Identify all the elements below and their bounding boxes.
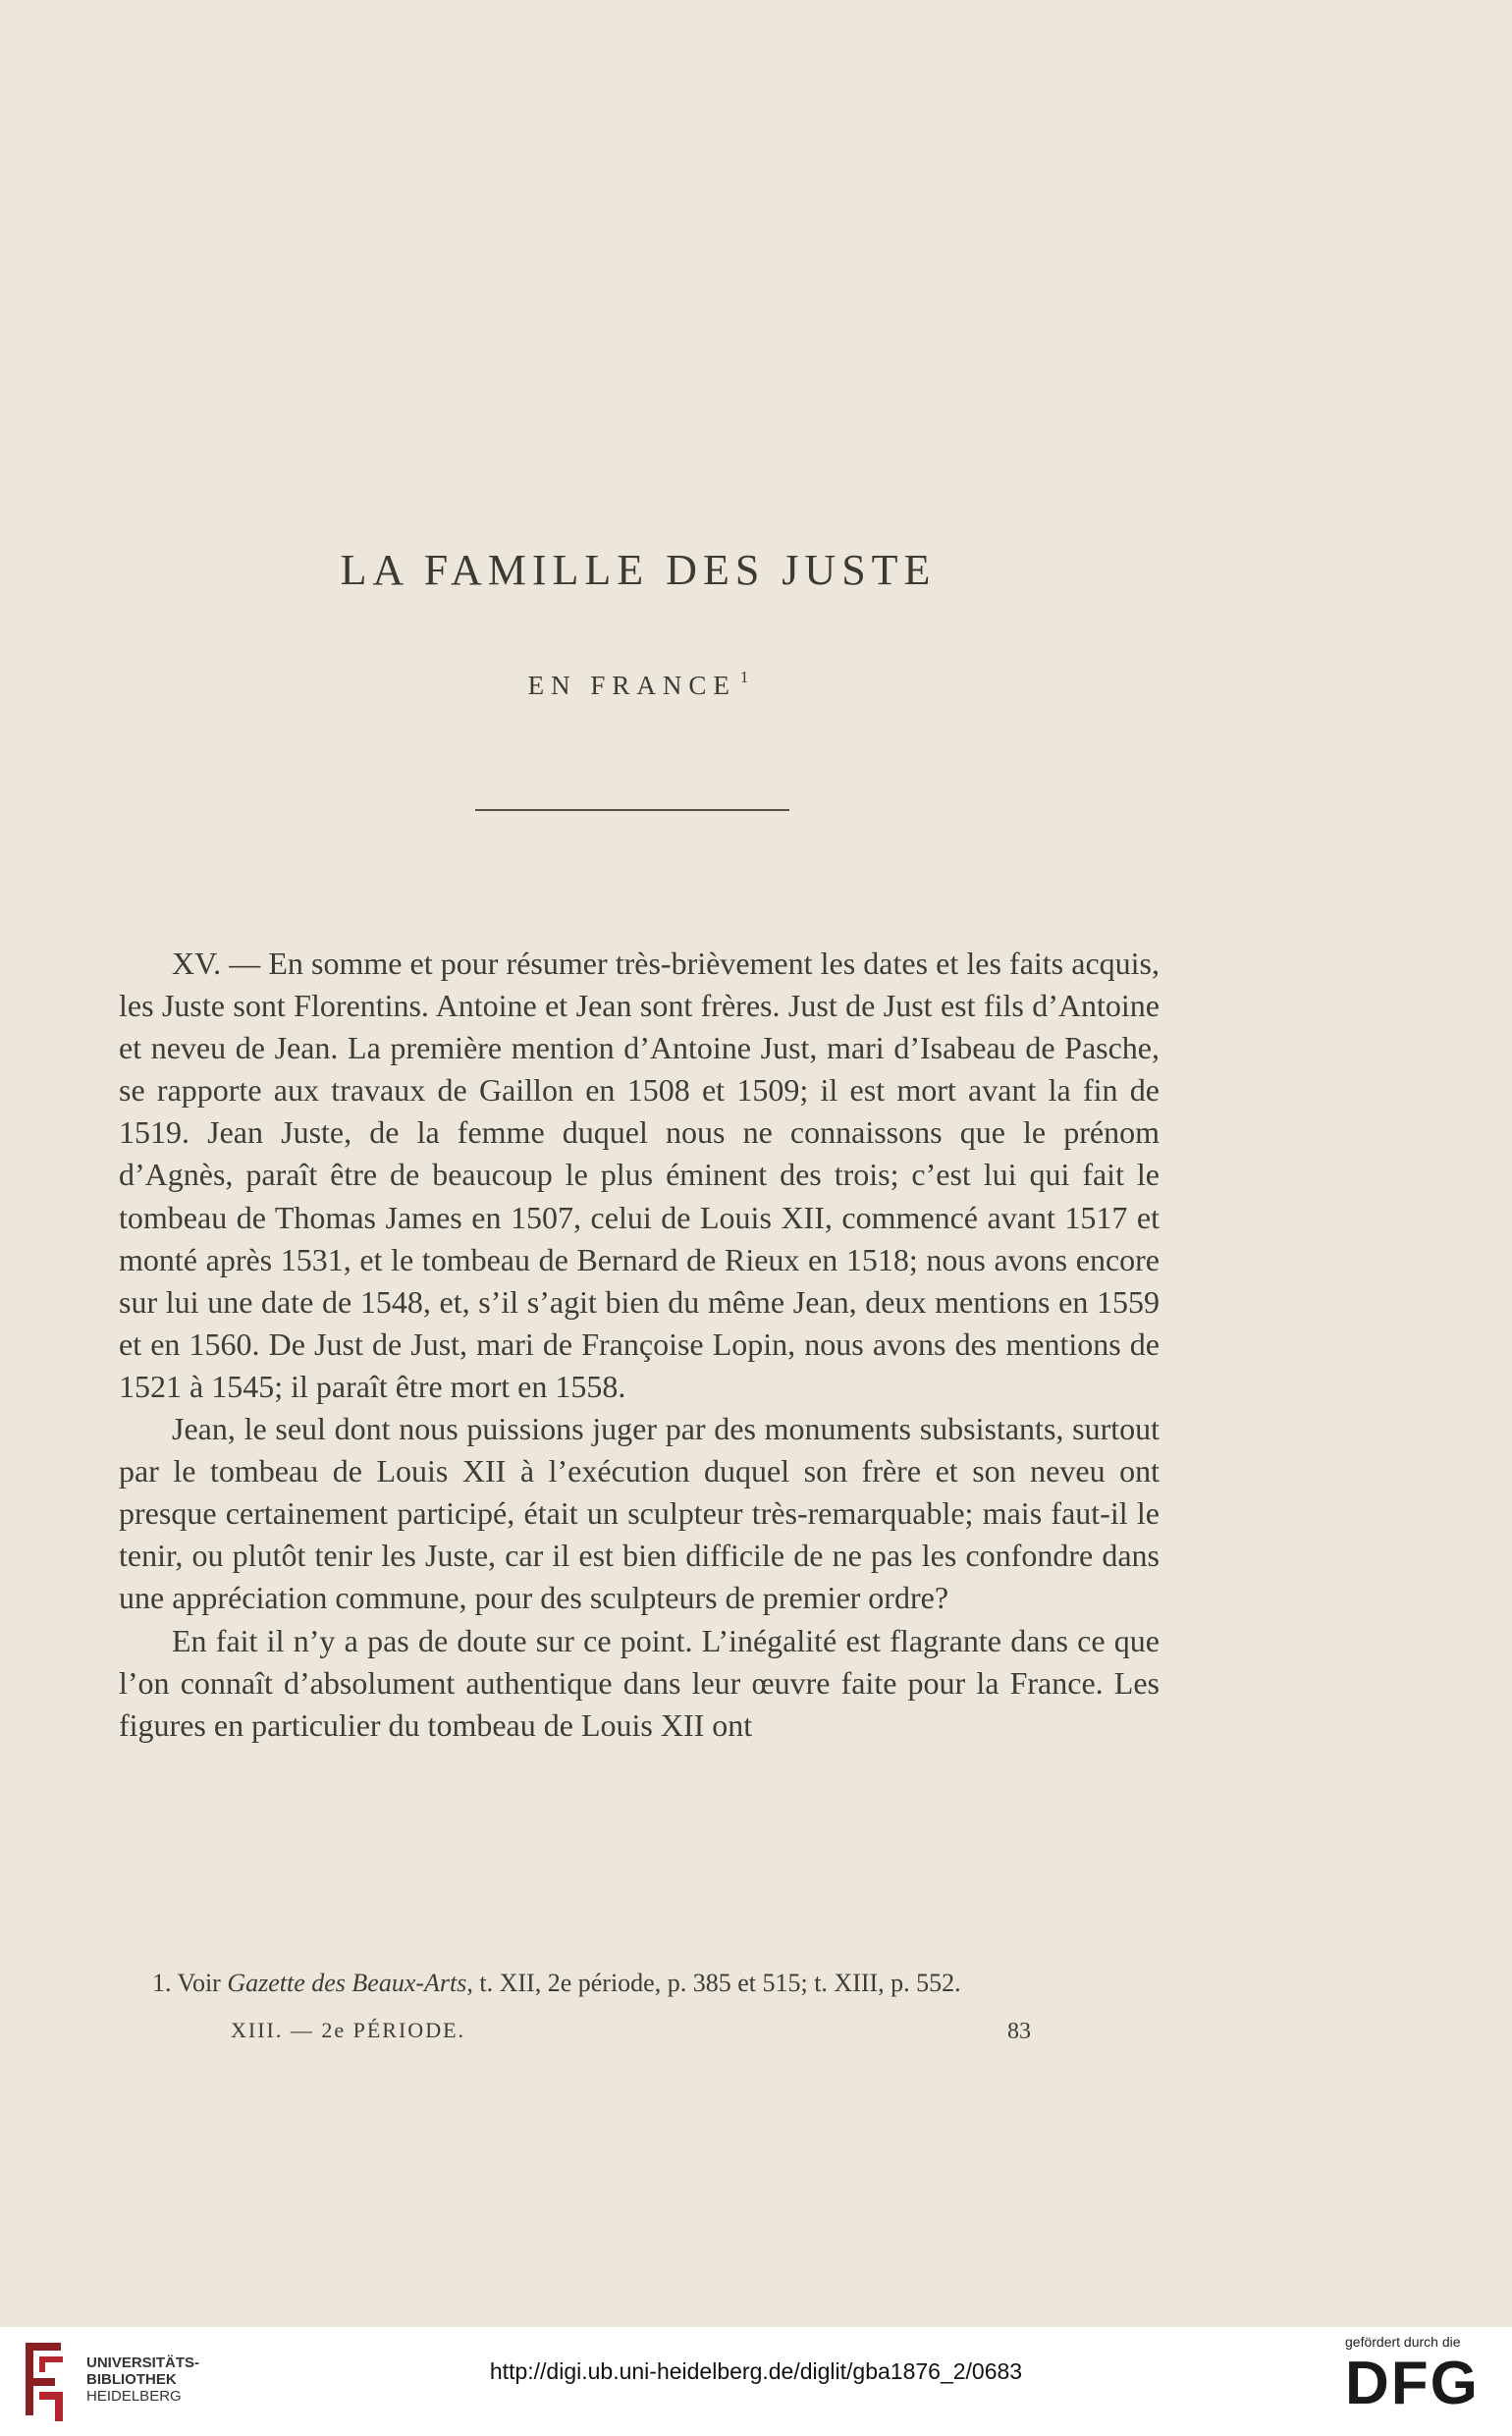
title-divider	[475, 809, 789, 811]
subtitle-text: EN FRANCE	[527, 671, 736, 700]
library-name: UNIVERSITÄTS- BIBLIOTHEK HEIDELBERG	[86, 2355, 200, 2405]
footnote-marker: 1	[739, 668, 749, 686]
folio-page-number: 83	[1007, 2019, 1031, 2044]
footnote-number: 1.	[152, 1969, 172, 1997]
paragraph-3: En fait il n’y a pas de doute sur ce point. L’inégalité est flagrante dans ce que l’on connaît d’absolument authentique dans leur œuvre faite pour la France. Les figures en particulier du tombeau de Louis XII ont	[119, 1622, 1160, 1743]
dfg-logo: DFG	[1345, 2350, 1480, 2417]
footnote-lead: Voir	[177, 1969, 221, 1997]
folio-period: XIII. — 2e PÉRIODE.	[231, 2018, 466, 2042]
permalink[interactable]: http://digi.ub.uni-heidelberg.de/diglit/gba1876_2/0683	[489, 2358, 1023, 2384]
footnote-rest: t. XII, 2e période, p. 385 et 515; t. XIII, p. 552.	[479, 1969, 961, 1997]
paragraph-1: XV. — En somme et pour résumer très-brièvement les dates et les faits acquis, les Juste sont Florentins. Antoine et Jean sont frères. Just de Just est fils d’Antoine et neveu de Jean. La première mention d’Antoine Just, mari d’Isabeau de Pasche, se rapporte aux travaux de Gaillon en 1508 et 1509; il est mort avant la fin de 1519. Jean Juste, de la femme duquel nous ne connaissons que le prénom d’Agnès, paraît être de beaucoup le plus éminent des trois; c’est lui qui fait le tombeau de Thomas James en 1507, celui de Louis XII, commencé avant 1517 et monté après 1531, et le tombeau de Bernard de Rieux en 1518; nous avons encore sur lui une date de 1548, et, s’il s’agit bien du même Jean, deux mentions en 1559 et en 1560. De Just de Just, mari de Françoise Lopin, nous avons des mentions de 1521 à 1545; il paraît être mort en 1558.	[119, 946, 1160, 1404]
footnote-journal: Gazette des Beaux-Arts,	[227, 1969, 473, 1997]
footnote	[152, 1969, 1163, 1998]
article-title: LA FAMILLE DES JUSTE	[340, 546, 937, 594]
funding-label: gefördert durch die	[1345, 2334, 1461, 2350]
article-subtitle	[0, 668, 1276, 701]
article-body	[119, 943, 1160, 1747]
paragraph-2: Jean, le seul dont nous puissions juger par des monuments subsistants, surtout par le tombeau de Louis XII à l’exécution duquel son frère et son neveu ont presque certainement participé, était un sculpteur très-remarquable; mais faut-il le tenir, ou plutôt tenir les Juste, car il est bien difficile de ne pas les confondre dans une appréciation commune, pour des sculpteurs de premier ordre?	[119, 1411, 1160, 1616]
